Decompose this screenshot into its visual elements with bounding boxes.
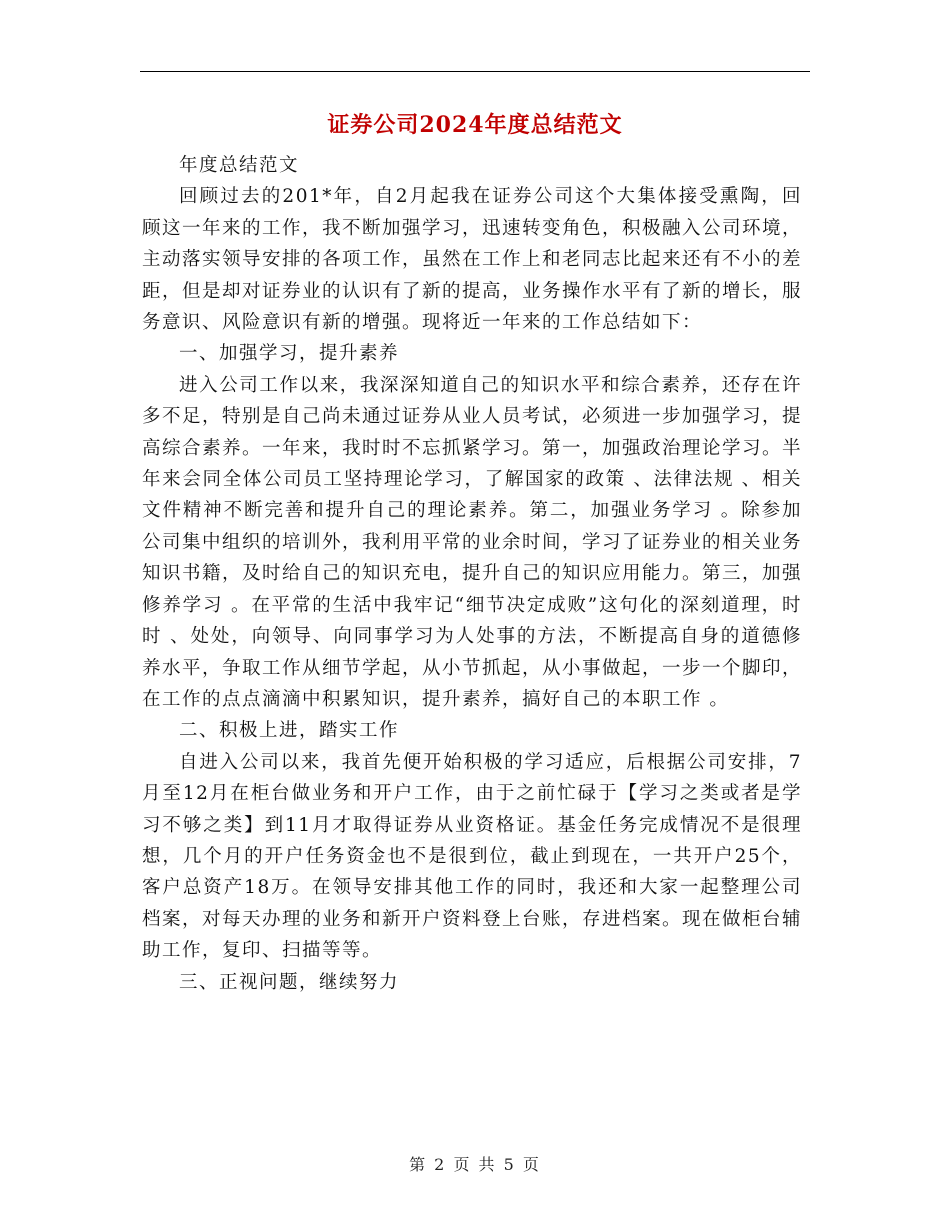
paragraph-section-1: 进入公司工作以来，我深深知道自己的知识水平和综合素养，还存在许多不足，特别是自己尚未通过证券从业人员考试，必须进一步加强学习，提高综合素养。一年来，我时时不忘抓紧学习。第一，加强政治理论学习。半年来会同全体公司员工坚持理论学习，了解国家的政策 、法律法规 、相关文件精神不断完善和提升自己的理论素养。第二，加强业务学习 。除参加公司集中组织的培训外，我利用平常的业余时间，学习了证券业的相关业务知识书籍，及时给自己的知识充电，提升自己的知识应用能力。第三，加强修养学习 。在平常的生活中我牢记“细节决定成败”这句化的深刻道理，时时 、处处，向领导、向同事学习为人处事的方法，不断提高自身的道德修养水平，争取工作从细节学起，从小节抓起，从小事做起，一步一个脚印，在工作的点点滴滴中积累知识，提升素养，搞好自己的本职工作 。 [142, 374, 803, 710]
paragraph-intro: 回顾过去的201*年，自2月起我在证券公司这个大集体接受熏陶，回顾这一年来的工作，我不断加强学习，迅速转变角色，积极融入公司环境，主动落实领导安排的各项工作，虽然在工作上和老同志比起来还有不小的差距，但是却对证券业的认识有了新的提高，业务操作水平有了新的增长，服务意识、风险意识有新的增强。现将近一年来的工作总结如下： [142, 186, 803, 334]
section-heading-3: 三、正视问题，继续努力 [179, 971, 400, 993]
page-number: 第 2 页 共 5 页 [409, 1155, 541, 1174]
header-rule [140, 71, 810, 72]
section-heading-1: 一、加强学习，提升素养 [179, 343, 400, 365]
paragraph-subtitle: 年度总结范文 [179, 155, 300, 176]
section-heading-2: 二、积极上进，踏实工作 [179, 720, 400, 742]
document-title: 证券公司2024年度总结范文 [327, 112, 623, 138]
paragraph-section-2: 自进入公司以来，我首先便开始积极的学习适应，后根据公司安排，7月至12月在柜台做业务和开户工作，由于之前忙碌于【学习之类或者是学习不够之类】到11月才取得证券从业资格证。基金任务完成情况不是很理想，几个月的开户任务资金也不是很到位，截止到现在，一共开户25个，客户总资产18万。在领导安排其他工作的同时，我还和大家一起整理公司档案，对每天办理的业务和新开户资料登上台账，存进档案。现在做柜台辅助工作，复印、扫描等等。 [142, 751, 803, 962]
document-body [142, 150, 802, 998]
